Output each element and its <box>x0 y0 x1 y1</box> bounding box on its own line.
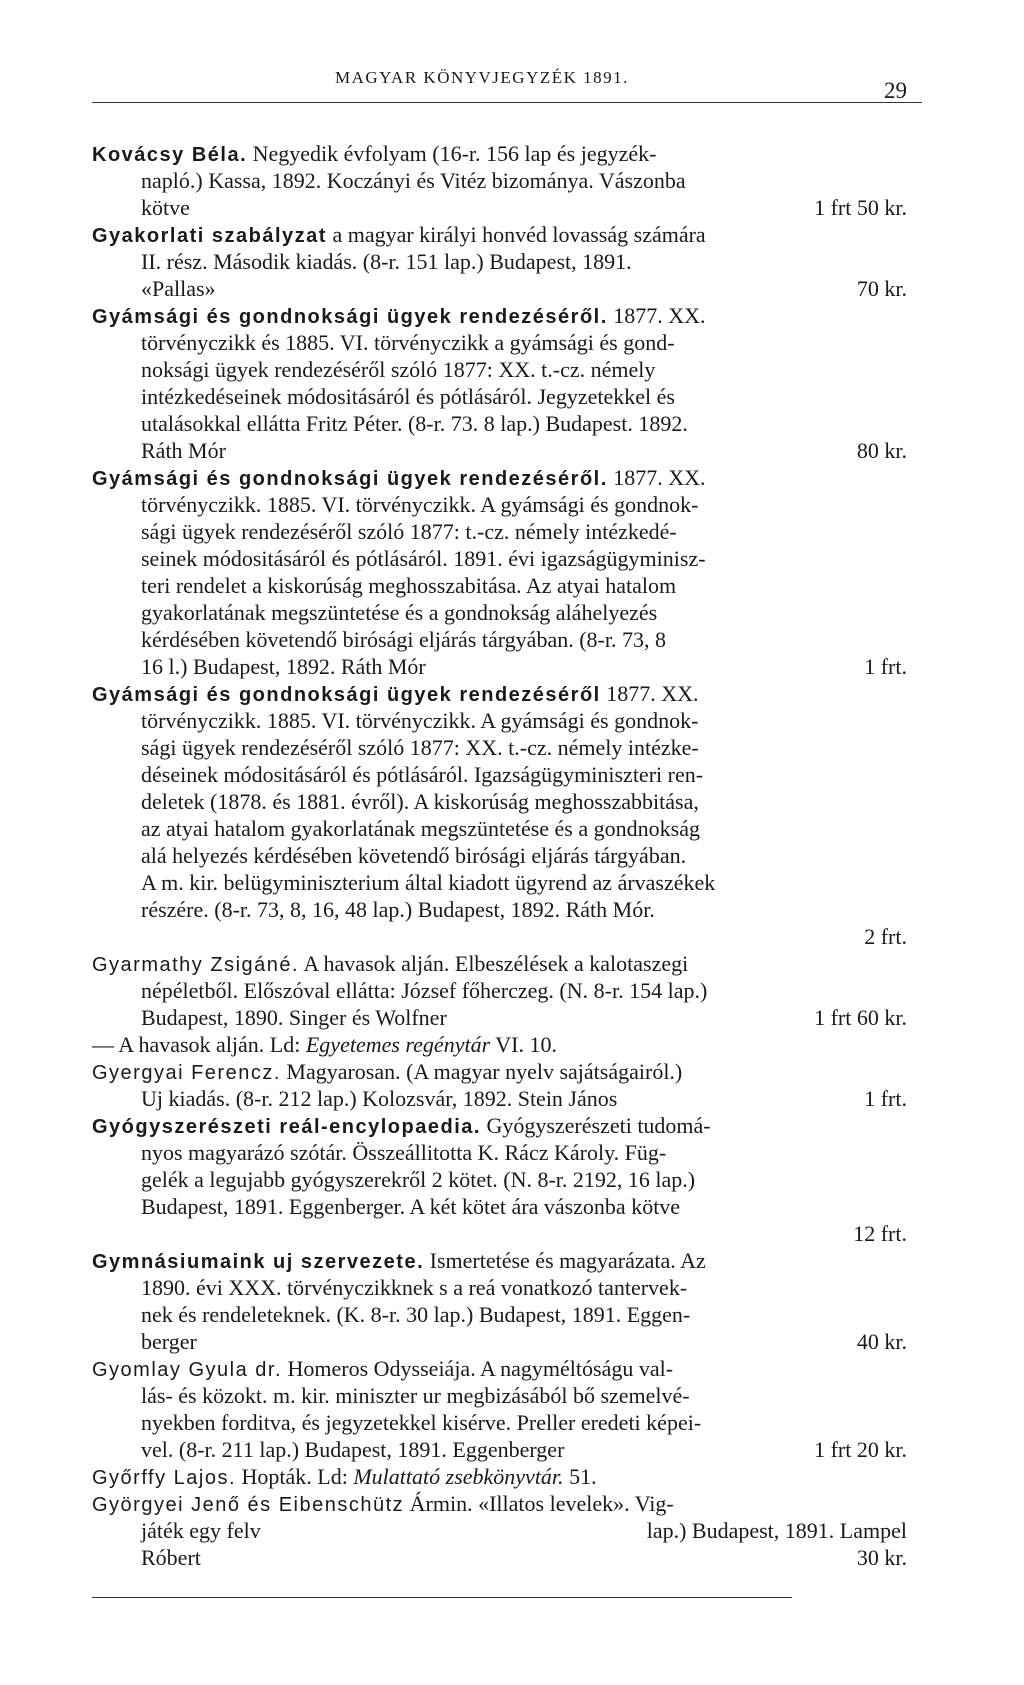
entry-text: alá helyezés kérdésében követendő birósági eljárás tárgyában. <box>141 843 687 868</box>
catalogue-entry <box>92 464 907 680</box>
entry-line <box>92 896 907 923</box>
price: 2 frt. <box>864 924 907 949</box>
catalogue-entry <box>92 950 907 1031</box>
price: 1 frt 20 kr. <box>814 1437 907 1462</box>
entry-text: gelék a legujabb gyógyszerekről 2 kötet. (N. 8-r. 2192, 16 lap.) <box>141 1167 696 1192</box>
entry-line <box>92 464 907 491</box>
entry-line <box>92 1517 907 1544</box>
entry-line <box>92 545 907 572</box>
entry-text: részére. (8-r. 73, 8, 16, 48 lap.) Budapest, 1892. Ráth Mór. <box>141 897 655 922</box>
entry-text: nyos magyarázó szótár. Összeállitotta K. Rácz Károly. Füg- <box>141 1140 667 1165</box>
entry-text: — A havasok alján. Ld: <box>92 1032 306 1057</box>
entry-line <box>92 1328 907 1355</box>
header-rule <box>92 102 922 103</box>
entry-text: törvényczikk. 1885. VI. törvényczikk. A gyámsági és gondnok- <box>141 708 699 733</box>
entry-line-left: «Pallas» <box>141 276 216 301</box>
entry-line <box>92 869 907 896</box>
entry-line-left: Róbert <box>141 1545 201 1570</box>
page-header <box>92 60 907 103</box>
catalogue-entry <box>92 1463 907 1490</box>
entry-line <box>92 707 907 734</box>
series-title: Egyetemes regénytár <box>305 1032 491 1057</box>
entry-line-left: vel. (8-r. 211 lap.) Budapest, 1891. Eggenberger <box>141 1437 565 1462</box>
entry-text: törvényczikk. 1885. VI. törvényczikk. A gyámsági és gondnok- <box>141 492 699 517</box>
entry-text: sági ügyek rendezéséről szóló 1877: t.-cz. némely intézkedé- <box>141 519 677 544</box>
entry-line <box>92 1112 907 1139</box>
entry-heading: Györgyei Jenő és Eibenschütz <box>92 1494 405 1516</box>
entry-text: 1890. évi XXX. törvényczikknek s a reá vonatkozó tantervek- <box>141 1275 688 1300</box>
entry-line <box>92 221 907 248</box>
entry-text: Budapest, 1891. Eggenberger. A két kötet ára vászonba kötve <box>141 1194 681 1219</box>
entry-line <box>92 1382 907 1409</box>
catalogue-entry <box>92 680 907 950</box>
price: 1 frt. <box>864 654 907 679</box>
entry-text: 1877. XX. <box>607 465 706 490</box>
price: 1 frt. <box>864 1086 907 1111</box>
entry-line <box>92 1220 907 1247</box>
entry-line <box>92 1193 907 1220</box>
price: 70 kr. <box>856 276 907 301</box>
entry-line <box>92 761 907 788</box>
entry-line <box>92 194 907 221</box>
entry-text: az atyai hatalom gyakorlatának megszüntetése és a gondnokság <box>141 816 700 841</box>
catalogue-entry <box>92 1058 907 1112</box>
entry-heading: Gyarmathy Zsigáné. <box>92 954 300 976</box>
entry-line <box>92 302 907 329</box>
entry-line <box>92 842 907 869</box>
entry-text: Gyógyszerészeti tudomá- <box>480 1113 711 1138</box>
catalogue-entry <box>92 1490 907 1571</box>
entry-line <box>92 1355 907 1382</box>
entry-line <box>92 626 907 653</box>
price: 1 frt 50 kr. <box>814 195 907 220</box>
entry-line <box>92 1139 907 1166</box>
entry-text: Negyedik évfolyam (16-r. 156 lap és jegyzék- <box>247 141 657 166</box>
entry-text: kérdésében követendő birósági eljárás tárgyában. (8-r. 73, 8 <box>141 627 666 652</box>
catalogue-entries <box>92 140 907 1571</box>
series-title: Mulattató zsebkönyvtár. <box>353 1464 564 1489</box>
entry-line <box>92 1004 907 1031</box>
catalogue-entry <box>92 1112 907 1247</box>
entry-text: lás- és közokt. m. kir. miniszter ur megbizásából bő szemelvé- <box>141 1383 690 1408</box>
entry-text: déseinek módositásáról és pótlásáról. Igazságügyminiszteri ren- <box>141 762 704 787</box>
entry-line-left: berger <box>141 1329 197 1354</box>
catalogue-entry <box>92 221 907 302</box>
catalogue-entry <box>92 1355 907 1463</box>
entry-text: II. rész. Második kiadás. (8-r. 151 lap.) Budapest, 1891. <box>141 249 632 274</box>
entry-text: nyekben forditva, és jegyzetekkel kisérve. Preller eredeti képei- <box>141 1410 702 1435</box>
entry-line <box>92 815 907 842</box>
entry-line <box>92 410 907 437</box>
entry-text: seinek módositásáról és pótlásáról. 1891. évi igazságügyminisz- <box>141 546 706 571</box>
entry-line <box>92 140 907 167</box>
entry-heading: Gyomlay Gyula dr. <box>92 1359 283 1381</box>
entry-text: Hopták. Ld: <box>236 1464 354 1489</box>
entry-line <box>92 1544 907 1571</box>
entry-heading: Gyergyai Ferencz. <box>92 1062 281 1084</box>
entry-heading: Gyámsági és gondnoksági ügyek rendezéséről. <box>92 306 608 328</box>
entry-heading: Kovácsy Béla. <box>92 144 248 166</box>
entry-line-left: kötve <box>141 195 190 220</box>
entry-text: gyakorlatának megszüntetése és a gondnokság aláhelyezés <box>141 600 658 625</box>
entry-heading: Gymnásiumaink uj szervezete. <box>92 1251 425 1273</box>
entry-text: VI. 10. <box>490 1032 557 1057</box>
entry-text: teri rendelet a kiskorúság meghosszabitása. Az atyai hatalom <box>141 573 677 598</box>
entry-text: Ármin. «Illatos levelek». Vig- <box>404 1491 674 1516</box>
price: lap.) Budapest, 1891. Lampel <box>646 1518 907 1543</box>
entry-text: törvényczikk és 1885. VI. törvényczikk a gyámsági és gond- <box>141 330 675 355</box>
catalogue-entry <box>92 140 907 221</box>
entry-text: intézkedéseinek módositásáról és pótlásáról. Jegyzetekkel és <box>141 384 675 409</box>
entry-text: 51. <box>563 1464 597 1489</box>
entry-text: sági ügyek rendezéséről szóló 1877: XX. t.-cz. némely intézke- <box>141 735 699 760</box>
entry-line-left: játék egy felv <box>141 1518 261 1543</box>
entry-line <box>92 248 907 275</box>
entry-line <box>92 356 907 383</box>
entry-line <box>92 1085 907 1112</box>
entry-text: utalásokkal ellátta Fritz Péter. (8-r. 73. 8 lap.) Budapest. 1892. <box>141 411 688 436</box>
entry-text: napló.) Kassa, 1892. Koczányi és Vitéz bizománya. Vászonba <box>141 168 686 193</box>
entry-text: Magyarosan. (A magyar nyelv sajátságairól.) <box>280 1059 683 1084</box>
catalogue-entry <box>92 1031 907 1058</box>
entry-line <box>92 734 907 761</box>
entry-text: Ismertetése és magyarázata. Az <box>424 1248 706 1273</box>
entry-line <box>92 518 907 545</box>
entry-line <box>92 275 907 302</box>
entry-text: népéletből. Előszóval ellátta: József főherczeg. (N. 8-r. 154 lap.) <box>141 978 708 1003</box>
entry-line-left: Budapest, 1890. Singer és Wolfner <box>141 1005 447 1030</box>
price: 1 frt 60 kr. <box>814 1005 907 1030</box>
entry-line <box>92 977 907 1004</box>
entry-line <box>92 950 907 977</box>
entry-line-left: Ráth Mór <box>141 438 226 463</box>
entry-text: nek és rendeleteknek. (K. 8-r. 30 lap.) Budapest, 1891. Eggen- <box>141 1302 691 1327</box>
catalogue-entry <box>92 1247 907 1355</box>
entry-text: 1877. XX. <box>607 303 706 328</box>
price: 80 kr. <box>856 438 907 463</box>
entry-line-left: 16 l.) Budapest, 1892. Ráth Mór <box>141 654 426 679</box>
entry-text: deletek (1878. és 1881. évről). A kiskorúság meghosszabbitása, <box>141 789 699 814</box>
entry-line <box>92 1058 907 1085</box>
entry-line <box>92 653 907 680</box>
entry-line <box>92 572 907 599</box>
price: 12 frt. <box>853 1221 907 1246</box>
entry-text: Homeros Odysseiája. A nagyméltóságu val- <box>282 1356 674 1381</box>
entry-line <box>92 599 907 626</box>
entry-line <box>92 329 907 356</box>
entry-heading: Gyakorlati szabályzat <box>92 225 327 247</box>
entry-line <box>92 1490 907 1517</box>
price: 30 kr. <box>856 1545 907 1570</box>
entry-line <box>92 491 907 518</box>
entry-line <box>92 1031 907 1058</box>
entry-line <box>92 383 907 410</box>
entry-text: noksági ügyek rendezéséről szóló 1877: XX. t.-cz. némely <box>141 357 656 382</box>
page-number: 29 <box>884 78 907 103</box>
entry-line <box>92 680 907 707</box>
entry-line <box>92 1274 907 1301</box>
entry-text: A m. kir. belügyminiszterium által kiadott ügyrend az árvaszékek <box>141 870 716 895</box>
entry-text: A havasok alján. Elbeszélések a kalotaszegi <box>299 951 689 976</box>
entry-text: 1877. XX. <box>600 681 699 706</box>
entry-heading: Gyámsági és gondnoksági ügyek rendezéséről <box>92 684 601 706</box>
entry-heading: Gyámsági és gondnoksági ügyek rendezéséről. <box>92 468 608 490</box>
entry-line <box>92 437 907 464</box>
entry-line <box>92 1463 907 1490</box>
catalogue-entry <box>92 302 907 464</box>
running-title: MAGYAR KÖNYVJEGYZÉK 1891. <box>335 68 629 87</box>
entry-line <box>92 1247 907 1274</box>
entry-line <box>92 1436 907 1463</box>
price: 40 kr. <box>856 1329 907 1354</box>
entry-line-left: Uj kiadás. (8-r. 212 lap.) Kolozsvár, 1892. Stein János <box>141 1086 618 1111</box>
torn-line <box>92 1597 792 1598</box>
entry-heading: Gyógyszerészeti reál-encylopaedia. <box>92 1116 481 1138</box>
entry-line <box>92 1166 907 1193</box>
entry-line <box>92 923 907 950</box>
entry-heading: Győrffy Lajos. <box>92 1467 237 1489</box>
entry-line <box>92 1409 907 1436</box>
entry-line <box>92 788 907 815</box>
entry-line <box>92 1301 907 1328</box>
entry-text: a magyar királyi honvéd lovasság számára <box>326 222 706 247</box>
entry-line <box>92 167 907 194</box>
